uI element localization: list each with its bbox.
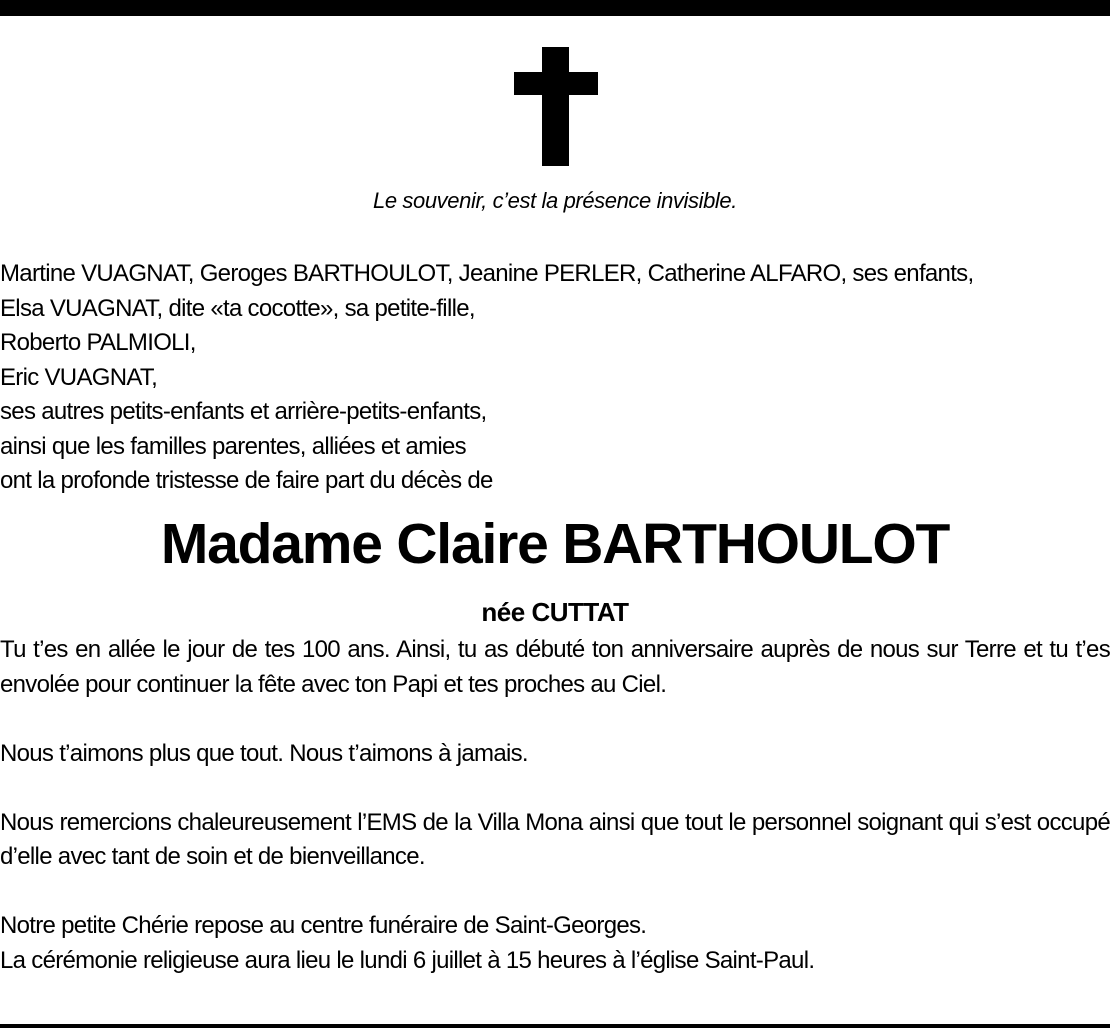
- epigraph-quote: Le souvenir, c’est la présence invisible.: [373, 188, 737, 213]
- family-line: ont la profonde tristesse de faire part du décès de: [0, 467, 493, 494]
- family-line: ses autres petits-enfants et arrière-petits-enfants,: [0, 398, 487, 425]
- family-line: ainsi que les familles parentes, alliées et amies: [0, 432, 466, 460]
- maiden-name: née CUTTAT: [481, 597, 629, 627]
- family-line: Eric VUAGNAT,: [0, 363, 158, 391]
- bottom-border-rule: [0, 1024, 1110, 1028]
- love-paragraph: Nous t’aimons plus que tout. Nous t’aimons à jamais.: [0, 739, 528, 767]
- thanks-paragraph: Nous remercions chaleureusement l’EMS de la Villa Mona ainsi que tout le personnel soignant qui s’est occupé d’elle avec tant de soin et de bienveillance.: [0, 808, 1110, 870]
- family-announcement: [0, 257, 1110, 499]
- top-border-rule: [0, 0, 1110, 16]
- rest-location-line: Notre petite Chérie repose au centre funéraire de Saint-Georges.: [0, 912, 647, 939]
- family-line: Roberto PALMIOLI,: [0, 329, 196, 356]
- ceremony-line: La cérémonie religieuse aura lieu le lundi 6 juillet à 15 heures à l’église Saint-Paul.: [0, 946, 815, 974]
- tribute-paragraph: Tu t’es en allée le jour de tes 100 ans. Ainsi, tu as débuté ton anniversaire auprès de nous sur Terre et tu t’es envolée pour continuer la fête avec ton Papi et tes proches au Ciel.: [0, 636, 1110, 698]
- deceased-name: Madame Claire BARTHOULOT: [160, 512, 950, 576]
- family-line: Martine VUAGNAT, Geroges BARTHOULOT, Jeanine PERLER, Catherine ALFARO, ses enfants,: [0, 260, 974, 287]
- family-line: Elsa VUAGNAT, dite «ta cocotte», sa petite-fille,: [0, 294, 475, 322]
- obituary-body: [0, 633, 1110, 1013]
